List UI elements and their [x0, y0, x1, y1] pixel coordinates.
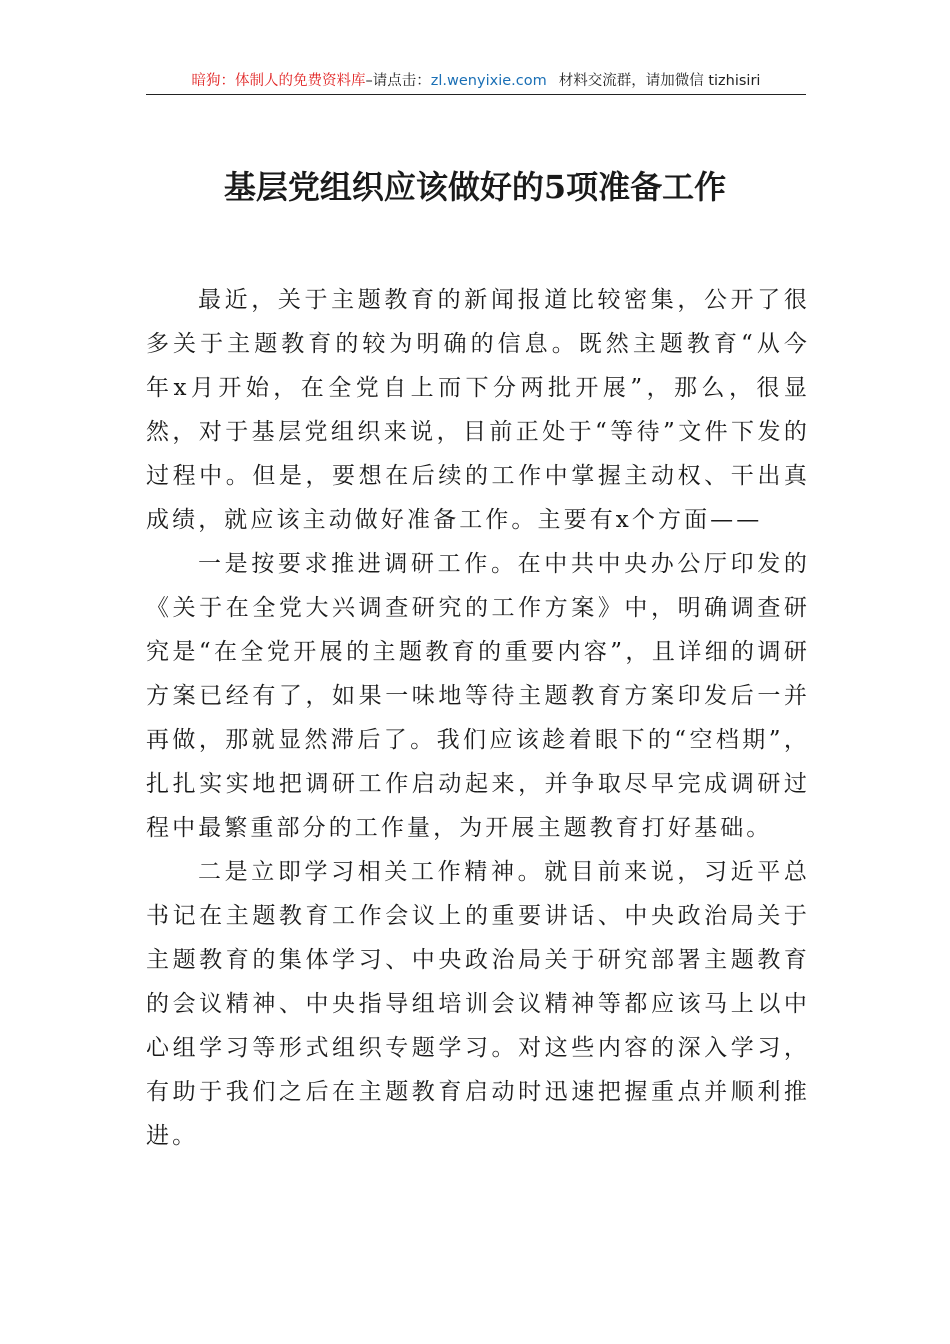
header-prompt: –请点击： — [365, 73, 431, 89]
page-header — [146, 70, 806, 95]
body-paragraph-intro: 最近，关于主题教育的新闻报道比较密集，公开了很多关于主题教育的较为明确的信息。既然主题教育“从今年x月开始，在全党自上而下分两批开展”，那么，很显然，对于基层党组织来说，目前正处于“等待”文件下发的过程中。但是，要想在后续的工作中掌握主动权、干出真成绩，就应该主动做好准备工作。主要有x个方面—— — [146, 287, 810, 533]
header-brand: 暗狗：体制人的免费资料库 — [191, 73, 366, 89]
body-paragraph-research: 一是按要求推进调研工作。在中共中央办公厅印发的《关于在全党大兴调查研究的工作方案》中，明确调查研究是“在全党开展的主题教育的重要内容”，且详细的调研方案已经有了，如果一味地等待主题教育方案印发后一并再做，那就显然滞后了。我们应该趁着眼下的“空档期”，扎扎实实地把调研工作启动起来，并争取尽早完成调研过程中最繁重部分的工作量，为开展主题教育打好基础。 — [146, 551, 810, 841]
document-body — [146, 278, 810, 1158]
document-title: 基层党组织应该做好的5项准备工作 — [223, 168, 727, 206]
header-note: 材料交流群，请加微信 tizhisiri — [558, 73, 761, 89]
body-paragraph-study: 二是立即学习相关工作精神。就目前来说，习近平总书记在主题教育工作会议上的重要讲话、中央政治局关于主题教育的集体学习、中央政治局关于研究部署主题教育的会议精神、中央指导组培训会议精神等都应该马上以中心组学习等形式组织专题学习。对这些内容的深入学习，有助于我们之后在主题教育启动时迅速把握重点并顺利推进。 — [146, 859, 810, 1149]
header-url-link[interactable]: zl.wenyixie.com — [430, 73, 547, 89]
